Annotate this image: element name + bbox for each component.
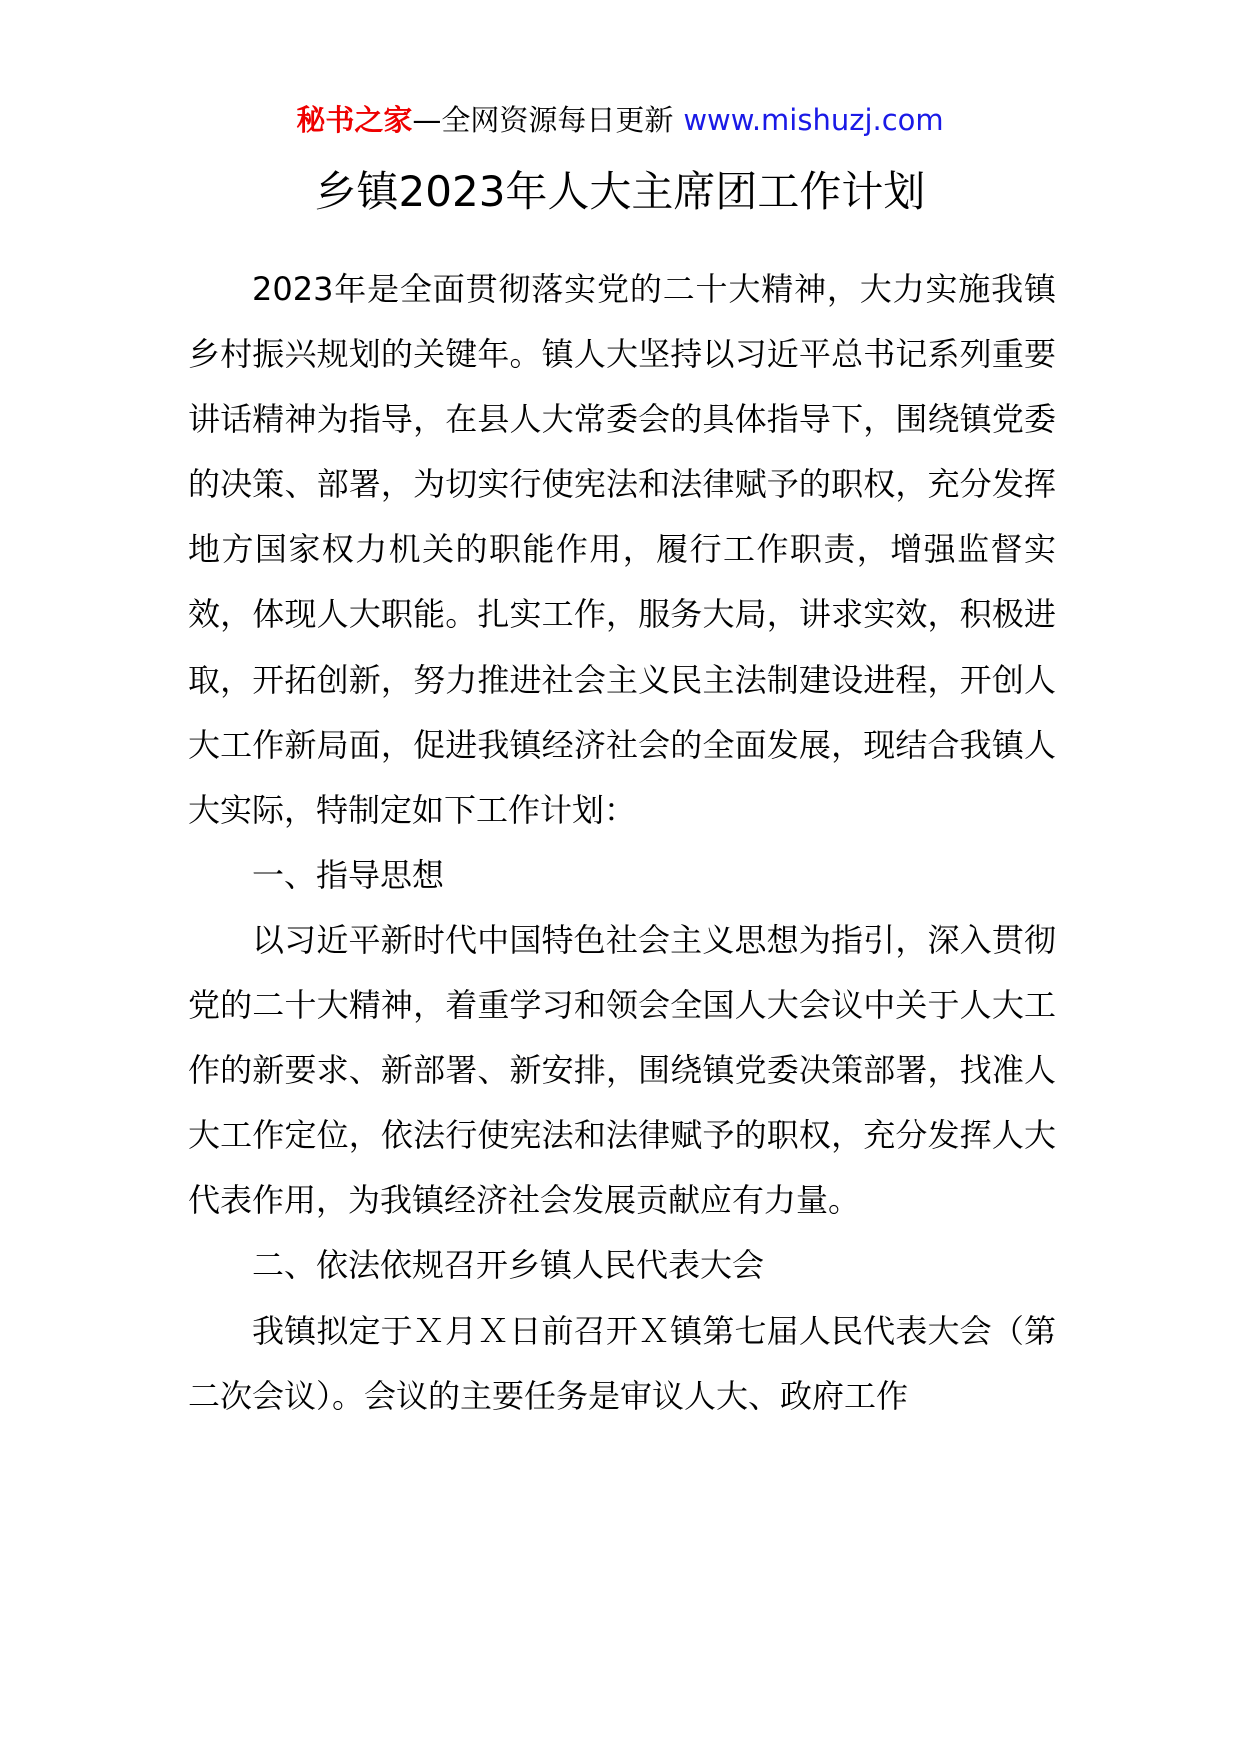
section-heading-congress-meeting: 二、依法依规召开乡镇人民代表大会 — [252, 1246, 765, 1285]
site-url-link[interactable]: www.mishuzj.com — [683, 103, 944, 137]
site-header — [0, 100, 1240, 140]
section-heading-guiding-ideology: 一、指导思想 — [252, 855, 445, 894]
intro-paragraph: 2023年是全面贯彻落实党的二十大精神，大力实施我镇乡村振兴规划的关键年。镇人大坚持以习近平总书记系列重要讲话精神为指导，在县人大常委会的具体指导下，围绕镇党委的决策、部署，为切实行使宪法和法律赋予的职权，充分发挥地方国家权力机关的职能作用，履行工作职责，增强监督实效，体现人大职能。扎实工作，服务大局，讲求实效，积极进取，开拓创新，努力推进社会主义民主法制建设进程，开创人大工作新局面，促进我镇经济社会的全面发展，现结合我镇人大实际，特制定如下工作计划： — [188, 270, 1056, 829]
guiding-ideology-paragraph: 以习近平新时代中国特色社会主义思想为指引，深入贯彻党的二十大精神，着重学习和领会全国人大会议中关于人大工作的新要求、新部署、新安排，围绕镇党委决策部署，找准人大工作定位，依法行使宪法和法律赋予的职权，充分发挥人大代表作用，为我镇经济社会发展贡献应有力量。 — [188, 920, 1056, 1220]
document-body — [188, 257, 1056, 1429]
congress-meeting-paragraph: 我镇拟定于Ｘ月Ｘ日前召开Ｘ镇第七届人民代表大会（第二次会议）。会议的主要任务是审议人大、政府工作 — [188, 1311, 1056, 1415]
document-title: 乡镇2023年人大主席团工作计划 — [314, 167, 926, 216]
site-tagline: —全网资源每日更新 — [412, 103, 674, 137]
site-brand: 秘书之家 — [296, 103, 413, 137]
